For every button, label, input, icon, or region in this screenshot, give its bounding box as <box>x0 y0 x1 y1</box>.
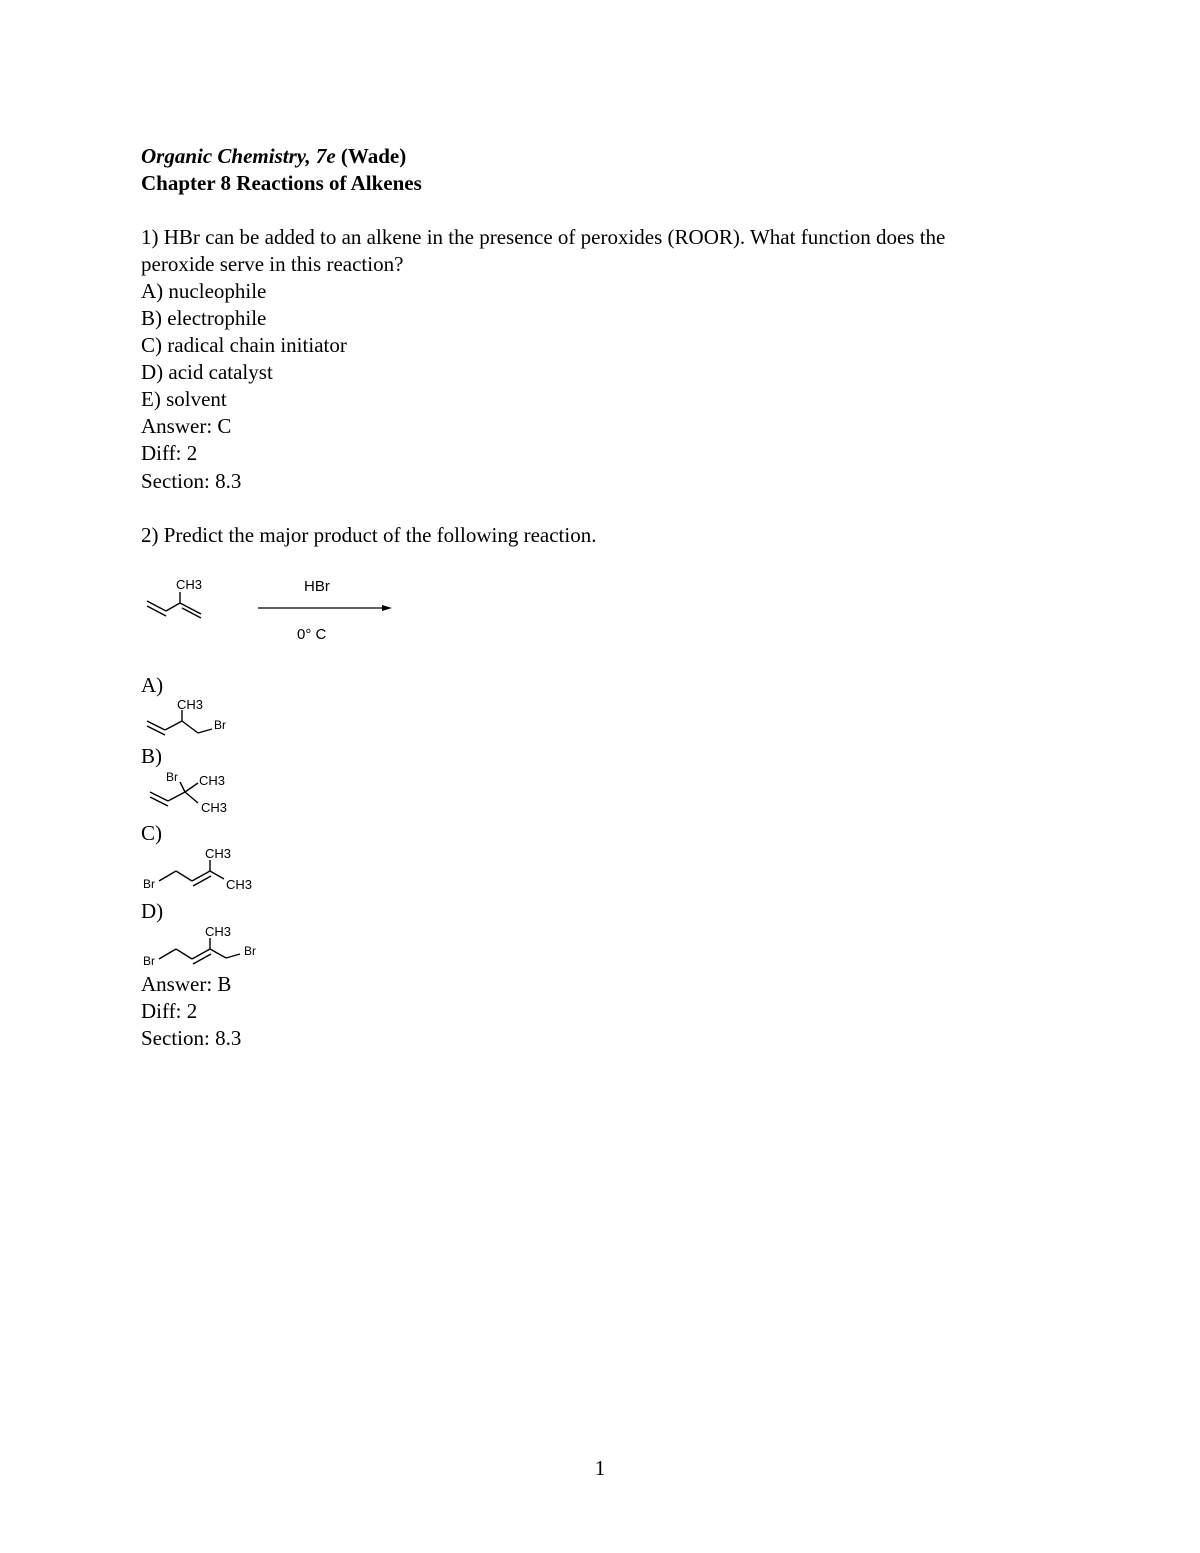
opt-c-br: Br <box>143 877 155 891</box>
reactant-ch3-label: CH3 <box>176 577 203 592</box>
book-title: Organic Chemistry, 7e <box>141 144 336 168</box>
opt-d-ch3: CH3 <box>205 924 232 939</box>
opt-a-ch3: CH3 <box>177 697 204 712</box>
q2-prompt: 2) Predict the major product of the following reaction. <box>141 523 597 547</box>
reagent-label: HBr <box>304 578 330 595</box>
q1-option-e: E) solvent <box>141 387 227 411</box>
q2-answer: Answer: B <box>141 972 232 996</box>
q2-option-c-label: C) <box>141 821 162 845</box>
q2-option-b-label: B) <box>141 744 162 768</box>
reactant-isoprene-structure <box>147 592 201 618</box>
q2-option-a-label: A) <box>141 673 164 697</box>
opt-b-ch3-top: CH3 <box>199 773 226 788</box>
opt-d-br-right: Br <box>244 944 256 958</box>
q1-option-d: D) acid catalyst <box>141 360 273 384</box>
q2-option-c-structure <box>140 842 270 897</box>
q2-option-d-label: D) <box>141 899 164 923</box>
chapter-heading: Chapter 8 Reactions of Alkenes <box>141 171 422 195</box>
opt-a-br: Br <box>214 718 226 732</box>
q1-prompt-line1: 1) HBr can be added to an alkene in the presence of peroxides (ROOR). What function does the <box>141 225 946 249</box>
book-author: (Wade) <box>340 144 407 168</box>
doc-title <box>141 143 406 169</box>
q1-diff: Diff: 2 <box>141 441 198 465</box>
opt-d-br-left: Br <box>143 954 155 968</box>
reaction-scheme <box>140 570 410 650</box>
q1-answer: Answer: C <box>141 414 232 438</box>
page-number: 1 <box>594 1456 606 1480</box>
q2-option-a-structure <box>140 692 260 742</box>
q1-option-c: C) radical chain initiator <box>141 333 347 357</box>
q2-option-b-structure <box>140 766 260 821</box>
q1-option-a: A) nucleophile <box>141 279 267 303</box>
q2-option-d-structure <box>140 920 270 970</box>
q2-diff: Diff: 2 <box>141 999 198 1023</box>
opt-b-ch3-bottom: CH3 <box>201 800 228 815</box>
opt-c-ch3-right: CH3 <box>226 877 253 892</box>
q1-section: Section: 8.3 <box>141 469 242 493</box>
condition-label: 0° C <box>297 626 327 643</box>
opt-c-ch3-top: CH3 <box>205 846 232 861</box>
arrow-head-icon <box>382 605 392 611</box>
q1-prompt-line2: peroxide serve in this reaction? <box>141 252 404 276</box>
q1-option-b: B) electrophile <box>141 306 267 330</box>
opt-b-br: Br <box>166 770 178 784</box>
q2-section: Section: 8.3 <box>141 1026 242 1050</box>
